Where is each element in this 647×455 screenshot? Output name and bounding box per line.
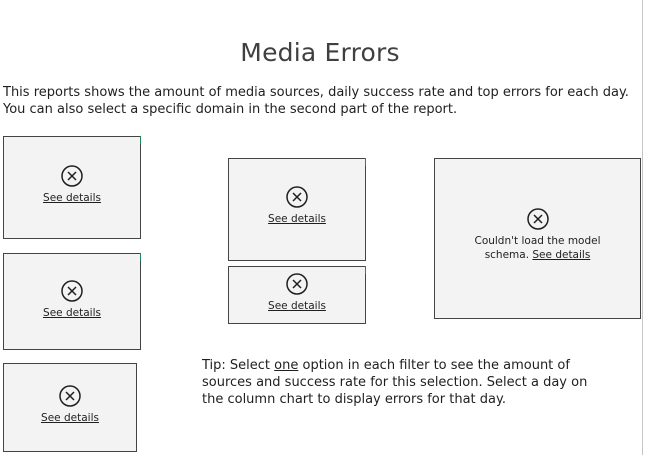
- error-circle-x-icon: [527, 208, 549, 230]
- schema-see-details-link[interactable]: See details: [532, 249, 591, 261]
- see-details-link[interactable]: See details: [43, 307, 101, 319]
- visual-tile-schema-error[interactable]: [434, 158, 641, 319]
- tip-prefix: Tip: Select: [202, 358, 275, 373]
- error-circle-x-icon: [59, 385, 81, 407]
- error-circle-x-icon: [286, 273, 308, 295]
- visual-tile-1[interactable]: [3, 136, 141, 239]
- schema-error-message: Couldn't load the model schema.: [474, 235, 601, 261]
- see-details-link[interactable]: See details: [43, 192, 101, 204]
- tile-corner-marker: [365, 266, 366, 274]
- schema-error-message-container: [435, 234, 640, 262]
- error-circle-x-icon: [61, 165, 83, 187]
- report-description: This reports shows the amount of media sources, daily success rate and top errors for each day. You can also select a specific domain in the second part of the report.: [3, 85, 629, 117]
- page-title: Media Errors: [240, 38, 400, 67]
- see-details-link[interactable]: See details: [268, 213, 326, 225]
- tile-corner-marker: [365, 158, 366, 166]
- visual-tile-2[interactable]: [3, 253, 141, 350]
- visual-tile-3[interactable]: [3, 363, 137, 452]
- page-right-border: [642, 0, 643, 455]
- tile-corner-marker: [140, 253, 141, 261]
- error-circle-x-icon: [61, 280, 83, 302]
- see-details-link[interactable]: See details: [41, 412, 99, 424]
- visual-tile-4[interactable]: [228, 158, 366, 261]
- see-details-link[interactable]: See details: [268, 300, 326, 312]
- visual-tile-5[interactable]: [228, 266, 366, 324]
- tile-corner-marker: [140, 136, 141, 144]
- tip-suffix: option in each filter to see the amount of sources and success rate for this selection. Select a day on the column chart to display errors for that day.: [202, 358, 588, 407]
- tip-emphasis: one: [274, 358, 299, 373]
- error-circle-x-icon: [286, 186, 308, 208]
- tip-text: [202, 357, 602, 408]
